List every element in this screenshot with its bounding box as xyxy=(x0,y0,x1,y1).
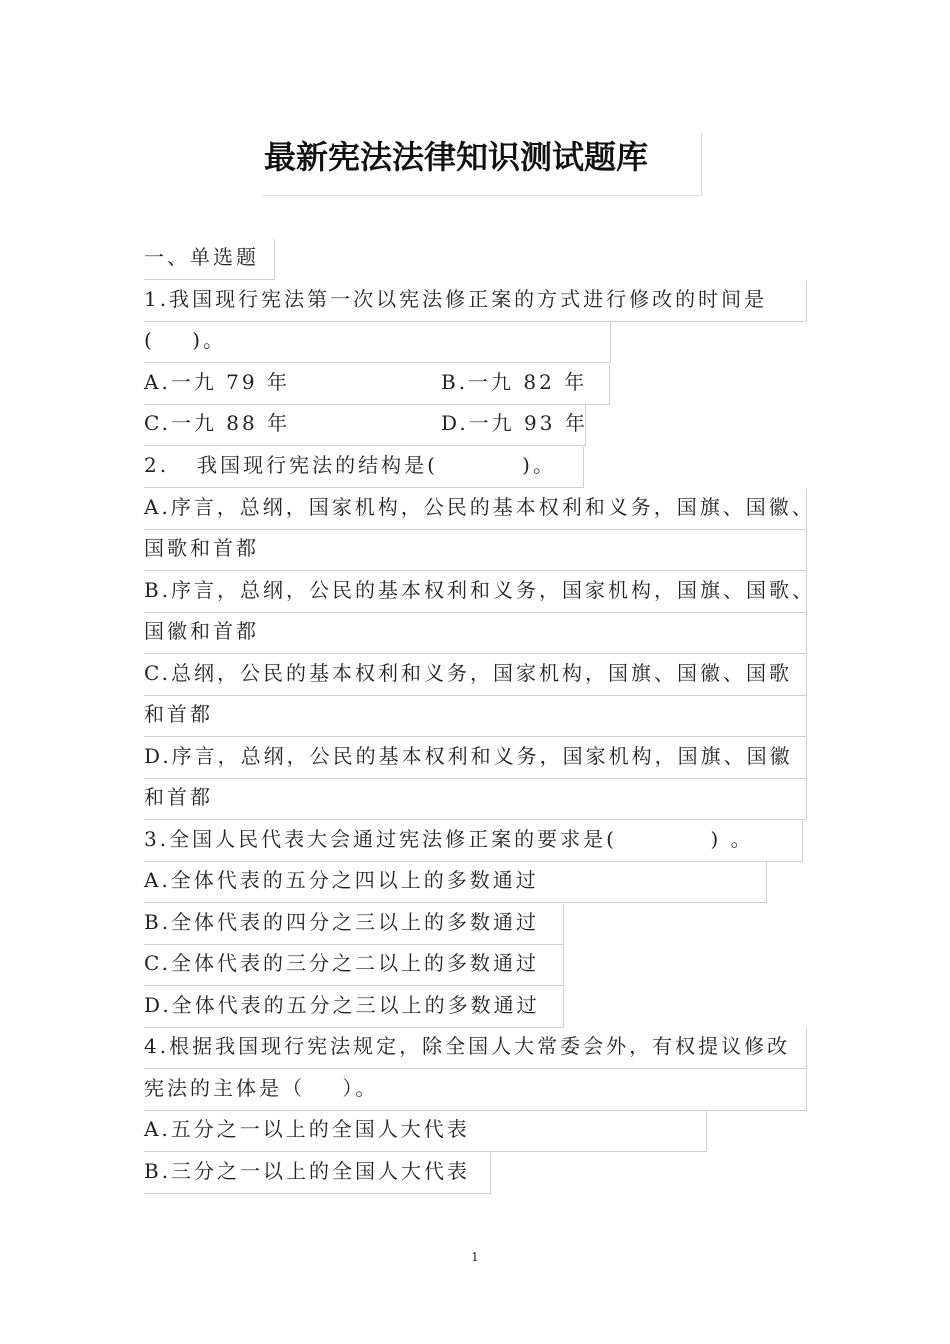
question-2-stem: 2. 我国现行宪法的结构是( )。 xyxy=(144,447,584,488)
question-2-option-c-line-1: C.总纲，公民的基本权利和义务，国家机构，国旗、国徽、国歌 xyxy=(144,655,807,696)
question-2-option-b-line-1: B.序言，总纲，公民的基本权利和义务，国家机构，国旗、国歌、 xyxy=(144,572,807,613)
question-2-option-c-line-2: 和首都 xyxy=(144,696,807,737)
question-3-option-d: D.全体代表的五分之三以上的多数通过 xyxy=(144,987,564,1028)
document-title: 最新宪法法律知识测试题库 xyxy=(262,134,702,196)
question-1-option-c: C.一九 88 年 xyxy=(144,411,291,435)
question-4-stem-line-2: 宪法的主体是（ ）。 xyxy=(144,1070,807,1111)
question-1-option-a: A.一九 79 年 xyxy=(144,370,290,394)
page-number: 1 xyxy=(471,1250,479,1264)
question-4-option-b: B.三分之一以上的全国人大代表 xyxy=(144,1153,491,1194)
row-frame xyxy=(144,364,610,405)
question-1-stem-line-1: 1.我国现行宪法第一次以宪法修正案的方式进行修改的时间是 xyxy=(144,281,807,322)
question-1-stem-line-2: ( )。 xyxy=(144,322,611,363)
row-frame xyxy=(144,405,586,446)
question-2-option-b-line-2: 国徽和首都 xyxy=(144,613,807,654)
question-2-option-d-line-2: 和首都 xyxy=(144,779,807,820)
question-3-stem: 3.全国人民代表大会通过宪法修正案的要求是( ) 。 xyxy=(144,821,803,862)
question-4-stem-line-1: 4.根据我国现行宪法规定，除全国人大常委会外，有权提议修改 xyxy=(144,1028,807,1069)
question-2-option-d-line-1: D.序言，总纲，公民的基本权利和义务，国家机构，国旗、国徽 xyxy=(144,738,807,779)
question-2-option-a-line-2: 国歌和首都 xyxy=(144,530,807,571)
question-1-option-d: D.一九 93 年 xyxy=(441,411,588,435)
section-heading: 一、单选题 xyxy=(144,239,275,280)
question-2-option-a-line-1: A.序言，总纲，国家机构，公民的基本权利和义务，国旗、国徽、 xyxy=(144,489,807,530)
question-4-option-a: A.五分之一以上的全国人大代表 xyxy=(144,1111,707,1152)
question-3-option-a: A.全体代表的五分之四以上的多数通过 xyxy=(144,862,767,903)
question-1-option-b: B.一九 82 年 xyxy=(441,370,588,394)
question-3-option-c: C.全体代表的三分之二以上的多数通过 xyxy=(144,945,564,986)
question-3-option-b: B.全体代表的四分之三以上的多数通过 xyxy=(144,904,564,945)
